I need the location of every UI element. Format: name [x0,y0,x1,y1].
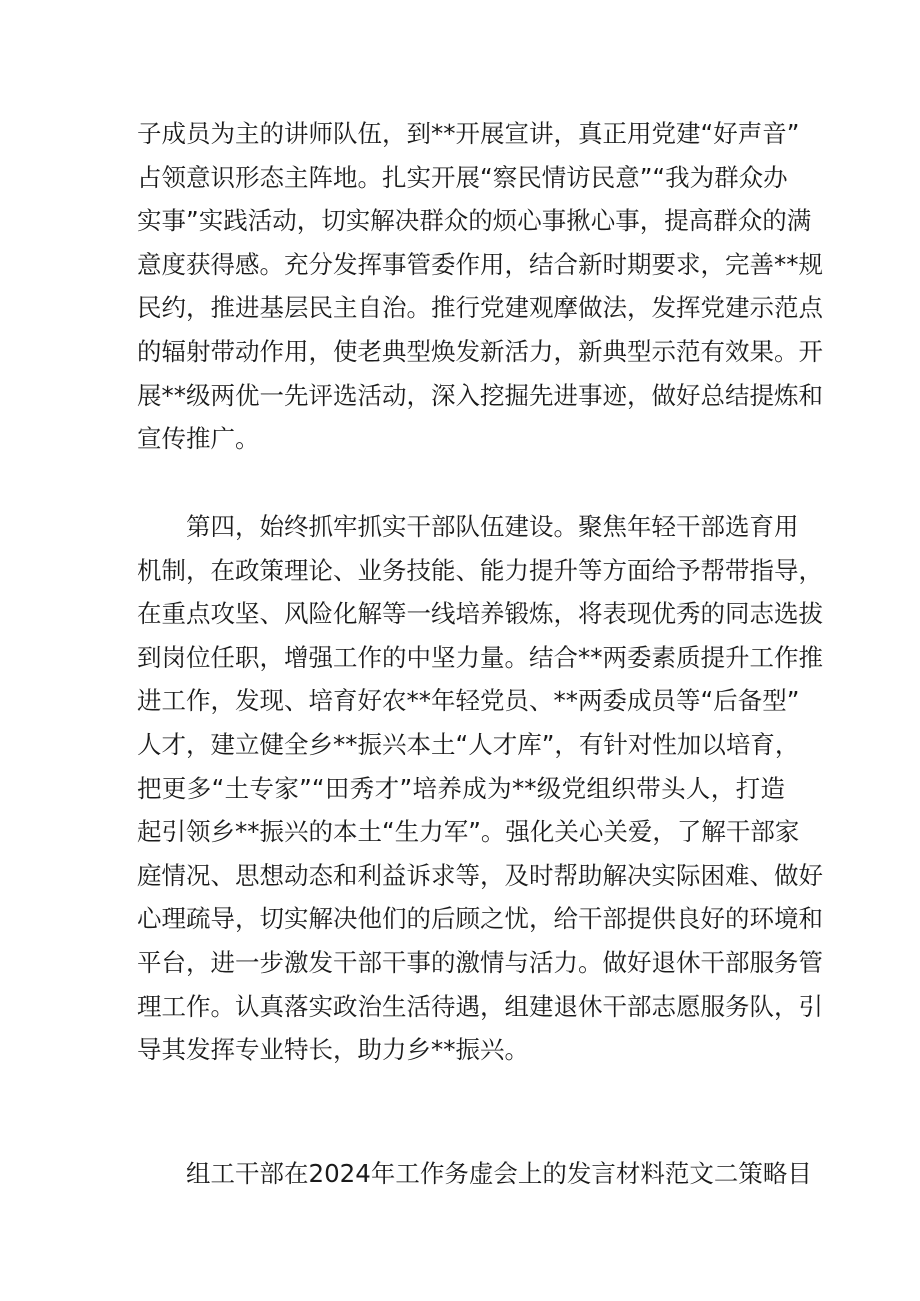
paragraph-line: 理工作。认真落实政治生活待遇，组建退休干部志愿服务队，引 [137,991,823,1021]
paragraph-line: 子成员为主的讲师队伍，到**开展宣讲，真正用党建“好声音” [137,119,800,148]
paragraph-line: 把更多“土专家”“田秀才”培养成为**级党组织带头人，打造 [137,773,785,803]
paragraph-line: 人才，建立健全乡**振兴本土“人才库”，有针对性加以培育， [137,729,800,759]
paragraph-line: 到岗位任职，增强工作的中坚力量。结合**两委素质提升工作推 [137,642,823,672]
paragraph-line: 组工干部在2024年工作务虚会上的发言材料范文二策略目 [186,1159,812,1188]
paragraph-line: 的辐射带动作用，使老典型焕发新活力，新典型示范有效果。开 [137,336,823,366]
paragraph-line: 机制，在政策理论、业务技能、能力提升等方面给予帮带指导， [137,555,823,585]
paragraph-2 [137,505,823,1072]
paragraph-line: 导其发挥专业特长，助力乡**振兴。 [137,1035,529,1065]
paragraph-line: 展**级两优一先评选活动，深入挖掘先进事迹，做好总结提炼和 [137,380,823,410]
paragraph-line: 起引领乡**振兴的本土“生力军”。强化关心关爱，了解干部家 [137,817,800,847]
paragraph-line: 民约，推进基层民主自治。推行党建观摩做法，发挥党建示范点 [137,293,823,323]
paragraph-line: 占领意识形态主阵地。扎实开展“察民情访民意”“我为群众办 [137,162,788,192]
paragraph-line: 宣传推广。 [137,424,260,454]
paragraph-line: 实事”实践活动，切实解决群众的烦心事揪心事，提高群众的满 [137,206,812,236]
paragraph-line: 第四，始终抓牢抓实干部队伍建设。聚焦年轻干部选育用 [186,512,799,541]
paragraph-line: 平台，进一步激发干部干事的激情与活力。做好退休干部服务管 [137,947,823,977]
paragraph-line: 心理疏导，切实解决他们的后顾之忧，给干部提供良好的环境和 [137,904,823,934]
paragraph-line: 进工作，发现、培育好农**年轻党员、**两委成员等“后备型” [137,686,800,716]
paragraph-line: 庭情况、思想动态和利益诉求等，及时帮助解决实际困难、做好 [137,860,823,890]
paragraph-line: 意度获得感。充分发挥事管委作用，结合新时期要求，完善**规 [137,249,823,279]
paragraph-line: 在重点攻坚、风险化解等一线培养锻炼，将表现优秀的同志选拔 [137,599,823,629]
paragraph-1 [137,112,823,461]
paragraph-3 [137,1152,812,1196]
